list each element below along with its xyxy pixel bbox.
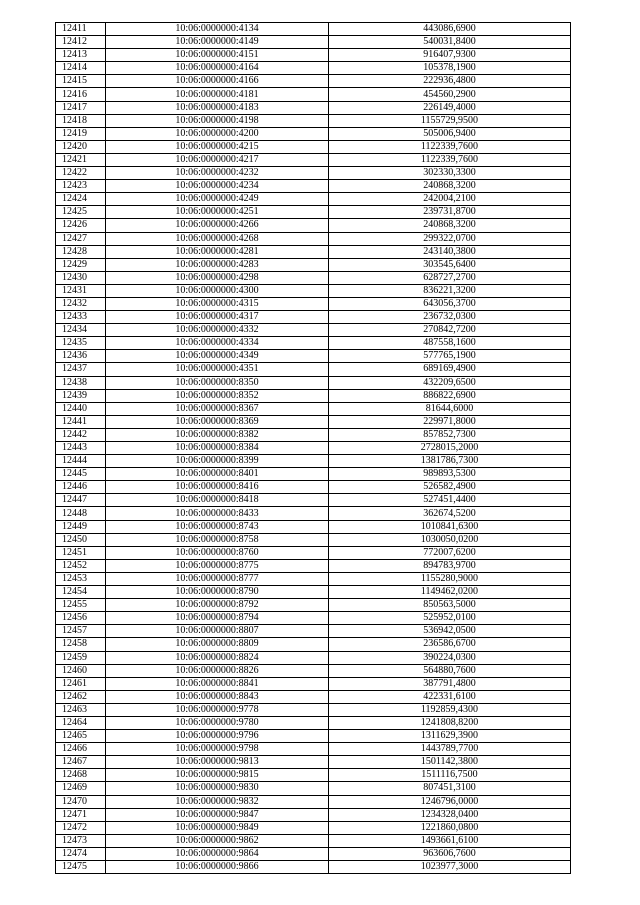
cadastral-number-cell: 10:06:0000000:8367 [106,402,329,415]
table-row [56,62,571,75]
cadastral-value-cell: 1221860,0800 [329,821,571,834]
cadastral-value-cell: 240868,3200 [329,180,571,193]
cadastral-number-cell: 10:06:0000000:9778 [106,703,329,716]
row-number-cell: 12442 [56,428,106,441]
table-row [56,324,571,337]
table-row [56,743,571,756]
row-number-cell: 12435 [56,337,106,350]
table-row [56,546,571,559]
table-row [56,730,571,743]
cadastral-number-cell: 10:06:0000000:8416 [106,481,329,494]
table-row [56,415,571,428]
row-number-cell: 12428 [56,245,106,258]
row-number-cell: 12474 [56,847,106,860]
row-number-cell: 12451 [56,546,106,559]
cadastral-value-cell: 564880,7600 [329,664,571,677]
cadastral-number-cell: 10:06:0000000:8369 [106,415,329,428]
cadastral-number-cell: 10:06:0000000:4198 [106,114,329,127]
table-row [56,507,571,520]
cadastral-value-cell: 387791,4800 [329,677,571,690]
table-row [56,23,571,36]
cadastral-number-cell: 10:06:0000000:9847 [106,808,329,821]
table-row [56,677,571,690]
table-row [56,36,571,49]
table-row [56,638,571,651]
row-number-cell: 12454 [56,586,106,599]
cadastral-value-cell: 1149462,0200 [329,586,571,599]
row-number-cell: 12415 [56,75,106,88]
cadastral-number-cell: 10:06:0000000:4134 [106,23,329,36]
cadastral-number-cell: 10:06:0000000:8382 [106,428,329,441]
row-number-cell: 12421 [56,153,106,166]
cadastral-value-cell: 302330,3300 [329,167,571,180]
table-row [56,232,571,245]
table-row [56,206,571,219]
cadastral-value-cell: 443086,6900 [329,23,571,36]
table-row [56,376,571,389]
row-number-cell: 12420 [56,140,106,153]
row-number-cell: 12467 [56,756,106,769]
cadastral-value-cell: 240868,3200 [329,219,571,232]
cadastral-number-cell: 10:06:0000000:9796 [106,730,329,743]
cadastral-number-cell: 10:06:0000000:8399 [106,455,329,468]
row-number-cell: 12457 [56,625,106,638]
cadastral-number-cell: 10:06:0000000:4234 [106,180,329,193]
cadastral-value-cell: 807451,3100 [329,782,571,795]
row-number-cell: 12419 [56,127,106,140]
cadastral-value-cell: 1246796,0000 [329,795,571,808]
cadastral-number-cell: 10:06:0000000:4332 [106,324,329,337]
cadastral-number-cell: 10:06:0000000:9780 [106,716,329,729]
cadastral-value-cell: 689169,4900 [329,363,571,376]
cadastral-number-cell: 10:06:0000000:9864 [106,847,329,860]
cadastral-value-cell: 850563,5000 [329,599,571,612]
row-number-cell: 12427 [56,232,106,245]
cadastral-number-cell: 10:06:0000000:4281 [106,245,329,258]
cadastral-number-cell: 10:06:0000000:8792 [106,599,329,612]
table-row [56,664,571,677]
cadastral-value-table [55,22,571,874]
table-row [56,402,571,415]
cadastral-number-cell: 10:06:0000000:9798 [106,743,329,756]
table-row [56,114,571,127]
row-number-cell: 12461 [56,677,106,690]
cadastral-number-cell: 10:06:0000000:9862 [106,834,329,847]
cadastral-value-cell: 422331,6100 [329,690,571,703]
table-row [56,572,571,585]
cadastral-number-cell: 10:06:0000000:8401 [106,468,329,481]
cadastral-value-cell: 270842,7200 [329,324,571,337]
table-row [56,284,571,297]
cadastral-number-cell: 10:06:0000000:4266 [106,219,329,232]
table-row [56,153,571,166]
cadastral-value-cell: 577765,1900 [329,350,571,363]
row-number-cell: 12426 [56,219,106,232]
table-row [56,494,571,507]
cadastral-number-cell: 10:06:0000000:8418 [106,494,329,507]
cadastral-value-cell: 1234328,0400 [329,808,571,821]
cadastral-number-cell: 10:06:0000000:4268 [106,232,329,245]
row-number-cell: 12465 [56,730,106,743]
row-number-cell: 12470 [56,795,106,808]
cadastral-value-cell: 989893,5300 [329,468,571,481]
cadastral-value-cell: 963606,7600 [329,847,571,860]
table-row [56,428,571,441]
cadastral-number-cell: 10:06:0000000:9832 [106,795,329,808]
cadastral-value-cell: 303545,6400 [329,258,571,271]
table-row [56,389,571,402]
cadastral-value-cell: 1122339,7600 [329,153,571,166]
table-row [56,821,571,834]
cadastral-value-cell: 536942,0500 [329,625,571,638]
cadastral-value-cell: 916407,9300 [329,49,571,62]
row-number-cell: 12453 [56,572,106,585]
row-number-cell: 12459 [56,651,106,664]
cadastral-value-cell: 229971,8000 [329,415,571,428]
row-number-cell: 12452 [56,559,106,572]
row-number-cell: 12411 [56,23,106,36]
row-number-cell: 12418 [56,114,106,127]
table-row [56,127,571,140]
cadastral-value-cell: 857852,7300 [329,428,571,441]
row-number-cell: 12431 [56,284,106,297]
cadastral-number-cell: 10:06:0000000:9866 [106,861,329,874]
cadastral-value-cell: 1155280,9000 [329,572,571,585]
cadastral-number-cell: 10:06:0000000:4183 [106,101,329,114]
table-row [56,716,571,729]
cadastral-number-cell: 10:06:0000000:4334 [106,337,329,350]
cadastral-value-cell: 526582,4900 [329,481,571,494]
cadastral-number-cell: 10:06:0000000:9815 [106,769,329,782]
row-number-cell: 12413 [56,49,106,62]
cadastral-number-cell: 10:06:0000000:8790 [106,586,329,599]
cadastral-number-cell: 10:06:0000000:9849 [106,821,329,834]
cadastral-value-cell: 236586,6700 [329,638,571,651]
row-number-cell: 12417 [56,101,106,114]
table-row [56,651,571,664]
cadastral-value-cell: 540031,8400 [329,36,571,49]
cadastral-number-cell: 10:06:0000000:8760 [106,546,329,559]
row-number-cell: 12422 [56,167,106,180]
cadastral-value-cell: 527451,4400 [329,494,571,507]
cadastral-value-cell: 525952,0100 [329,612,571,625]
cadastral-value-cell: 236732,0300 [329,311,571,324]
table-row [56,481,571,494]
table-row [56,442,571,455]
row-number-cell: 12439 [56,389,106,402]
cadastral-value-cell: 1023977,3000 [329,861,571,874]
row-number-cell: 12412 [56,36,106,49]
cadastral-value-cell: 487558,1600 [329,337,571,350]
row-number-cell: 12434 [56,324,106,337]
cadastral-value-cell: 362674,5200 [329,507,571,520]
table-row [56,808,571,821]
row-number-cell: 12455 [56,599,106,612]
cadastral-number-cell: 10:06:0000000:8807 [106,625,329,638]
table-row [56,363,571,376]
table-row [56,861,571,874]
table-row [56,101,571,114]
row-number-cell: 12458 [56,638,106,651]
table-row [56,533,571,546]
row-number-cell: 12446 [56,481,106,494]
table-row [56,599,571,612]
table-row [56,297,571,310]
cadastral-number-cell: 10:06:0000000:4351 [106,363,329,376]
cadastral-number-cell: 10:06:0000000:4217 [106,153,329,166]
cadastral-value-cell: 81644,6000 [329,402,571,415]
table-row [56,350,571,363]
cadastral-number-cell: 10:06:0000000:8758 [106,533,329,546]
cadastral-value-cell: 1192859,4300 [329,703,571,716]
row-number-cell: 12414 [56,62,106,75]
cadastral-value-cell: 1241808,8200 [329,716,571,729]
cadastral-number-cell: 10:06:0000000:8352 [106,389,329,402]
cadastral-number-cell: 10:06:0000000:8350 [106,376,329,389]
row-number-cell: 12444 [56,455,106,468]
row-number-cell: 12456 [56,612,106,625]
cadastral-number-cell: 10:06:0000000:4164 [106,62,329,75]
cadastral-value-cell: 299322,0700 [329,232,571,245]
table-row [56,795,571,808]
row-number-cell: 12436 [56,350,106,363]
table-row [56,468,571,481]
cadastral-number-cell: 10:06:0000000:8794 [106,612,329,625]
row-number-cell: 12460 [56,664,106,677]
table-row [56,258,571,271]
row-number-cell: 12475 [56,861,106,874]
cadastral-value-cell: 1511116,7500 [329,769,571,782]
cadastral-number-cell: 10:06:0000000:8841 [106,677,329,690]
cadastral-value-cell: 2728015,2000 [329,442,571,455]
row-number-cell: 12469 [56,782,106,795]
row-number-cell: 12464 [56,716,106,729]
cadastral-value-cell: 239731,8700 [329,206,571,219]
cadastral-value-cell: 1493661,6100 [329,834,571,847]
row-number-cell: 12466 [56,743,106,756]
table-row [56,167,571,180]
cadastral-number-cell: 10:06:0000000:4349 [106,350,329,363]
cadastral-value-cell: 105378,1900 [329,62,571,75]
cadastral-value-cell: 772007,6200 [329,546,571,559]
cadastral-value-cell: 1010841,6300 [329,520,571,533]
table-row [56,180,571,193]
cadastral-number-cell: 10:06:0000000:4200 [106,127,329,140]
row-number-cell: 12430 [56,271,106,284]
row-number-cell: 12437 [56,363,106,376]
cadastral-number-cell: 10:06:0000000:4232 [106,167,329,180]
cadastral-value-cell: 628727,2700 [329,271,571,284]
cadastral-number-cell: 10:06:0000000:4149 [106,36,329,49]
row-number-cell: 12433 [56,311,106,324]
cadastral-value-cell: 886822,6900 [329,389,571,402]
row-number-cell: 12424 [56,193,106,206]
cadastral-number-cell: 10:06:0000000:4317 [106,311,329,324]
row-number-cell: 12429 [56,258,106,271]
row-number-cell: 12448 [56,507,106,520]
cadastral-value-cell: 1443789,7700 [329,743,571,756]
cadastral-value-cell: 1122339,7600 [329,140,571,153]
table-row [56,703,571,716]
cadastral-value-cell: 1311629,3900 [329,730,571,743]
cadastral-number-cell: 10:06:0000000:4251 [106,206,329,219]
table-row [56,586,571,599]
cadastral-number-cell: 10:06:0000000:8809 [106,638,329,651]
row-number-cell: 12432 [56,297,106,310]
table-row [56,337,571,350]
cadastral-number-cell: 10:06:0000000:8433 [106,507,329,520]
cadastral-number-cell: 10:06:0000000:4181 [106,88,329,101]
row-number-cell: 12423 [56,180,106,193]
table-row [56,140,571,153]
cadastral-value-cell: 226149,4000 [329,101,571,114]
cadastral-value-cell: 432209,6500 [329,376,571,389]
row-number-cell: 12449 [56,520,106,533]
row-number-cell: 12425 [56,206,106,219]
row-number-cell: 12462 [56,690,106,703]
table-row [56,245,571,258]
row-number-cell: 12450 [56,533,106,546]
cadastral-number-cell: 10:06:0000000:4215 [106,140,329,153]
table-row [56,847,571,860]
row-number-cell: 12440 [56,402,106,415]
table-row [56,834,571,847]
table-row [56,625,571,638]
cadastral-value-cell: 1501142,3800 [329,756,571,769]
cadastral-value-cell: 1030050,0200 [329,533,571,546]
table-row [56,756,571,769]
row-number-cell: 12416 [56,88,106,101]
table-row [56,193,571,206]
cadastral-number-cell: 10:06:0000000:8743 [106,520,329,533]
table-row [56,49,571,62]
row-number-cell: 12447 [56,494,106,507]
cadastral-number-cell: 10:06:0000000:9830 [106,782,329,795]
cadastral-number-cell: 10:06:0000000:4283 [106,258,329,271]
table-row [56,455,571,468]
cadastral-value-cell: 643056,3700 [329,297,571,310]
row-number-cell: 12473 [56,834,106,847]
cadastral-value-cell: 505006,9400 [329,127,571,140]
cadastral-number-cell: 10:06:0000000:8777 [106,572,329,585]
table-row [56,782,571,795]
cadastral-number-cell: 10:06:0000000:4300 [106,284,329,297]
cadastral-value-cell: 222936,4800 [329,75,571,88]
row-number-cell: 12471 [56,808,106,821]
cadastral-number-cell: 10:06:0000000:8384 [106,442,329,455]
table-row [56,520,571,533]
cadastral-number-cell: 10:06:0000000:4249 [106,193,329,206]
cadastral-number-cell: 10:06:0000000:8843 [106,690,329,703]
row-number-cell: 12438 [56,376,106,389]
table-row [56,769,571,782]
cadastral-value-cell: 243140,3800 [329,245,571,258]
row-number-cell: 12472 [56,821,106,834]
row-number-cell: 12445 [56,468,106,481]
cadastral-number-cell: 10:06:0000000:8775 [106,559,329,572]
cadastral-number-cell: 10:06:0000000:9813 [106,756,329,769]
row-number-cell: 12468 [56,769,106,782]
table-row [56,311,571,324]
cadastral-value-cell: 894783,9700 [329,559,571,572]
table-row [56,88,571,101]
table-row [56,559,571,572]
cadastral-number-cell: 10:06:0000000:4298 [106,271,329,284]
table-row [56,612,571,625]
row-number-cell: 12441 [56,415,106,428]
cadastral-number-cell: 10:06:0000000:4315 [106,297,329,310]
cadastral-value-cell: 1155729,9500 [329,114,571,127]
table-body [56,23,571,874]
table-row [56,271,571,284]
cadastral-number-cell: 10:06:0000000:8824 [106,651,329,664]
table-row [56,75,571,88]
cadastral-number-cell: 10:06:0000000:4166 [106,75,329,88]
cadastral-number-cell: 10:06:0000000:4151 [106,49,329,62]
cadastral-value-cell: 454560,2900 [329,88,571,101]
table-row [56,690,571,703]
table-row [56,219,571,232]
cadastral-value-cell: 836221,3200 [329,284,571,297]
row-number-cell: 12463 [56,703,106,716]
cadastral-value-cell: 390224,0300 [329,651,571,664]
cadastral-value-cell: 1381786,7300 [329,455,571,468]
cadastral-value-cell: 242004,2100 [329,193,571,206]
row-number-cell: 12443 [56,442,106,455]
cadastral-number-cell: 10:06:0000000:8826 [106,664,329,677]
